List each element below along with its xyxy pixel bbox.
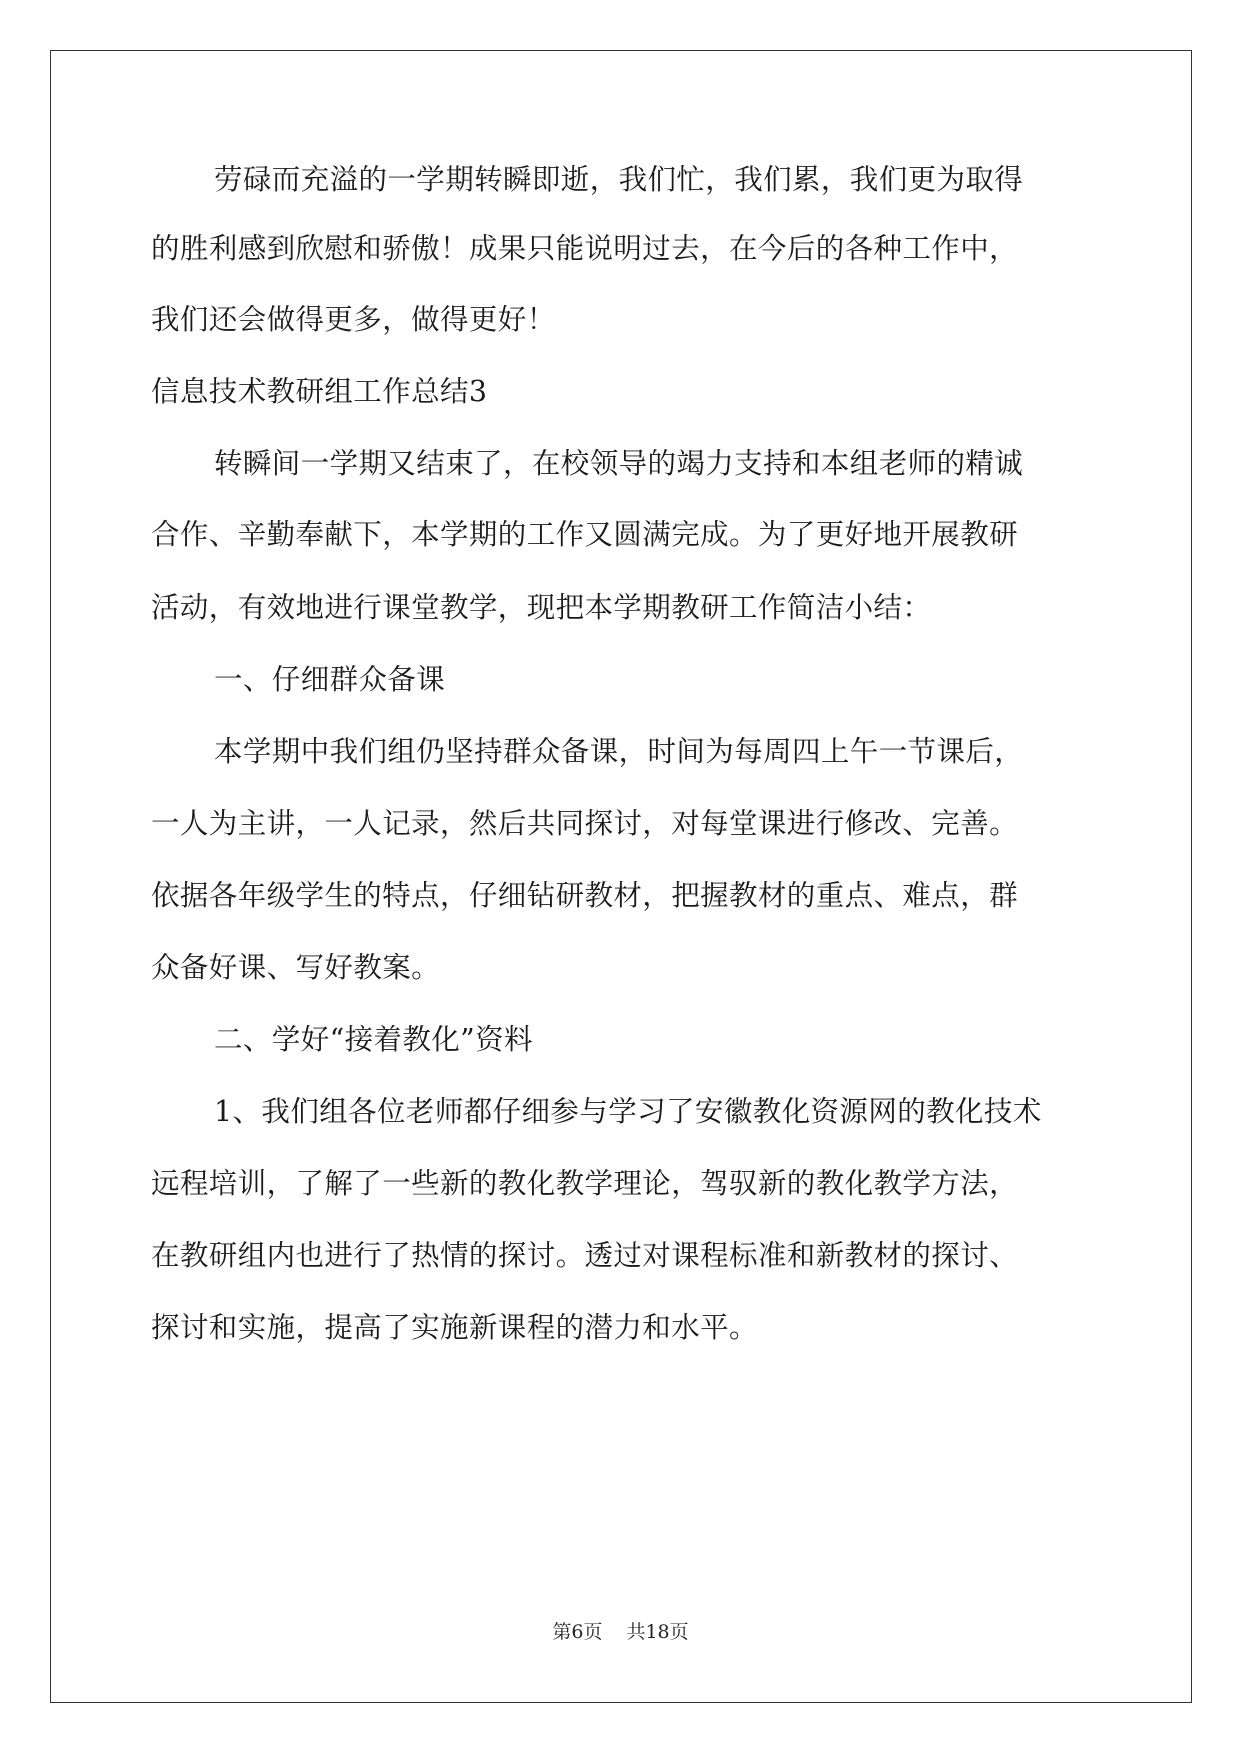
- page-footer: [0, 1620, 1241, 1644]
- paragraph-3-line-4: 众备好课、写好教案。: [151, 951, 441, 984]
- paragraph-2-line-2: 合作、辛勤奉献下，本学期的工作又圆满完成。为了更好地开展教研: [151, 518, 1019, 551]
- paragraph-3-line-1: 本学期中我们组仍坚持群众备课，时间为每周四上午一节课后，: [214, 735, 1024, 768]
- paragraph-4-line-1: 1、我们组各位老师都仔细参与学习了安徽教化资源网的教化技术: [214, 1095, 1042, 1128]
- paragraph-3-line-2: 一人为主讲，一人记录，然后共同探讨，对每堂课进行修改、完善。: [151, 807, 1019, 840]
- section-title: 信息技术教研组工作总结3: [151, 375, 488, 408]
- page-total: 共18页: [626, 1621, 689, 1643]
- paragraph-2-line-1: 转瞬间一学期又结束了，在校领导的竭力支持和本组老师的精诚: [214, 447, 1024, 480]
- page-number: 第6页: [552, 1621, 603, 1643]
- paragraph-1-line-3: 我们还会做得更多，做得更好！: [151, 303, 556, 336]
- paragraph-4-line-2: 远程培训，了解了一些新的教化教学理论，驾驭新的教化教学方法，: [151, 1167, 1019, 1200]
- heading-2: 二、学好“接着教化”资料: [214, 1023, 533, 1056]
- heading-1: 一、仔细群众备课: [214, 663, 446, 696]
- paragraph-2-line-3: 活动，有效地进行课堂教学，现把本学期教研工作简洁小结：: [151, 591, 932, 624]
- paragraph-4-line-4: 探讨和实施，提高了实施新课程的潜力和水平。: [151, 1311, 758, 1344]
- paragraph-4-line-3: 在教研组内也进行了热情的探讨。透过对课程标准和新教材的探讨、: [151, 1239, 1019, 1272]
- paragraph-3-line-3: 依据各年级学生的特点，仔细钻研教材，把握教材的重点、难点，群: [151, 879, 1019, 912]
- paragraph-1-line-2: 的胜利感到欣慰和骄傲！成果只能说明过去，在今后的各种工作中，: [151, 232, 1019, 265]
- paragraph-1-line-1: 劳碌而充溢的一学期转瞬即逝，我们忙，我们累，我们更为取得: [214, 163, 1024, 196]
